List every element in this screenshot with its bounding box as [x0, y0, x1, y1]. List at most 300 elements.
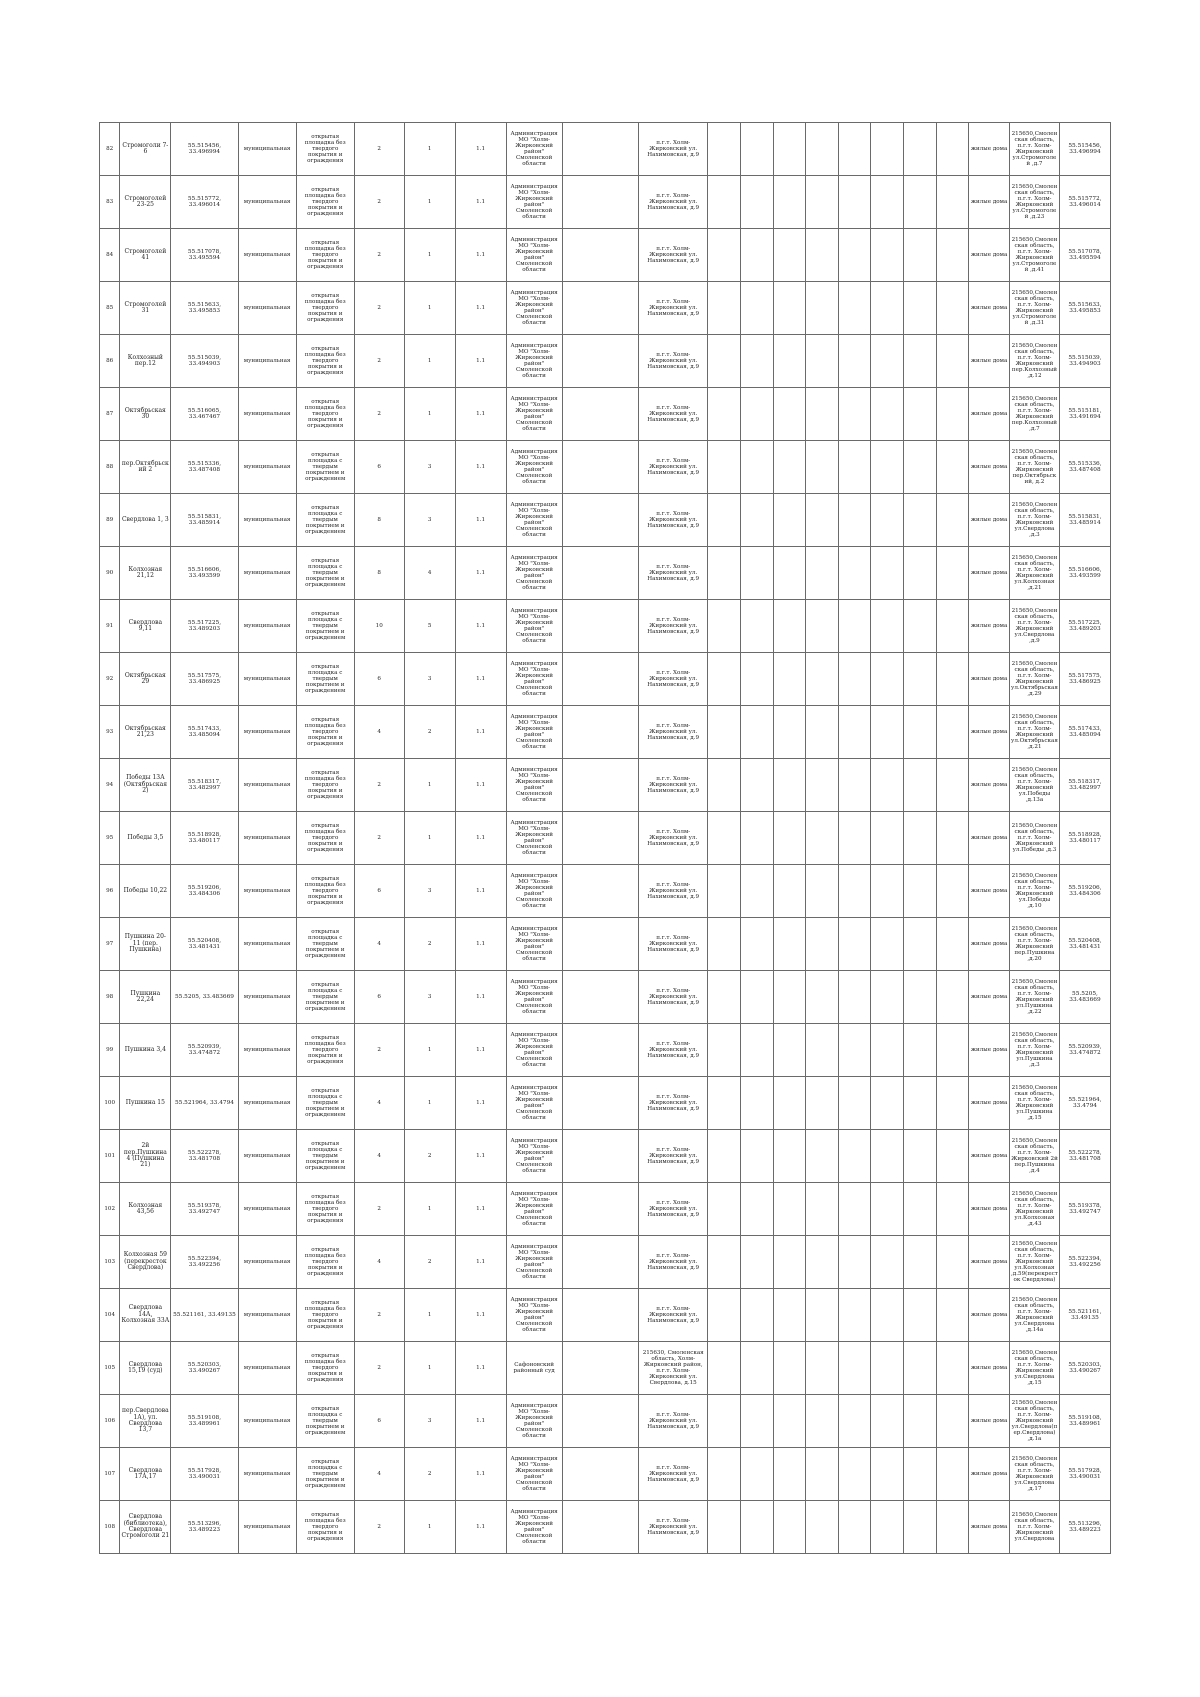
empty-cell	[708, 1077, 741, 1130]
site-coordinates: 55.513296, 33.489223	[171, 1501, 238, 1554]
site-surface-type: открытая площадка без твердого покрытия и ограждения	[296, 335, 354, 388]
waste-source-address: 215650,Смоленская область, п.г.т. Холм-Жирковский пер.Октябрьский, д.2	[1009, 441, 1059, 494]
ownership-form: муниципальная	[238, 1501, 296, 1554]
container-count-planned: 1	[404, 1501, 455, 1554]
empty-cell	[838, 706, 871, 759]
site-coordinates: 55.519206, 33.484306	[171, 865, 238, 918]
owner-legal-address: п.г.т. Холм-Жирковский ул. Нахимовская, д.9	[639, 1289, 708, 1342]
empty-cell	[838, 547, 871, 600]
owner-extra	[562, 1183, 638, 1236]
table-row	[100, 653, 1111, 706]
waste-source-coordinates: 55.519378, 33.492747	[1059, 1183, 1110, 1236]
container-volume: 1.1	[455, 971, 506, 1024]
ownership-form: муниципальная	[238, 706, 296, 759]
table-row	[100, 1395, 1111, 1448]
empty-cell	[806, 1077, 839, 1130]
container-volume: 1.1	[455, 1183, 506, 1236]
owner-legal-address: п.г.т. Холм-Жирковский ул. Нахимовская, д.9	[639, 547, 708, 600]
owner-extra	[562, 918, 638, 971]
empty-cell	[708, 1289, 741, 1342]
container-count-planned: 1	[404, 1024, 455, 1077]
row-number: 91	[100, 600, 120, 653]
owner-organization: Администрация МО "Холм-Жирковский район" Смоленской области	[506, 441, 562, 494]
empty-cell	[904, 1236, 937, 1289]
empty-cell	[871, 1183, 904, 1236]
empty-cell	[740, 600, 773, 653]
empty-cell	[838, 759, 871, 812]
waste-source-coordinates: 55.518928, 33.480117	[1059, 812, 1110, 865]
empty-cell	[871, 229, 904, 282]
empty-cell	[904, 1342, 937, 1395]
empty-cell	[838, 918, 871, 971]
container-count: 6	[354, 1395, 404, 1448]
site-surface-type: открытая площадка с твердым покрытием и ограждением	[296, 494, 354, 547]
waste-source-type: жилые дома	[969, 1024, 1010, 1077]
owner-extra	[562, 1077, 638, 1130]
empty-cell	[806, 600, 839, 653]
empty-cell	[871, 547, 904, 600]
site-coordinates: 55.517928, 33.490031	[171, 1448, 238, 1501]
waste-source-type: жилые дома	[969, 1236, 1010, 1289]
registry-table	[99, 122, 1111, 1554]
empty-cell	[904, 759, 937, 812]
ownership-form: муниципальная	[238, 1395, 296, 1448]
empty-cell	[936, 1077, 969, 1130]
owner-legal-address: п.г.т. Холм-Жирковский ул. Нахимовская, д.9	[639, 1077, 708, 1130]
empty-cell	[806, 494, 839, 547]
waste-source-coordinates: 55.521161, 33.49135	[1059, 1289, 1110, 1342]
empty-cell	[871, 1448, 904, 1501]
empty-cell	[904, 441, 937, 494]
waste-source-address: 215650,Смоленская область, п.г.т. Холм-Жирковский ул.Свердлова(пер.Свердлова) ,д.1а	[1009, 1395, 1059, 1448]
waste-source-coordinates: 55.519206, 33.484306	[1059, 865, 1110, 918]
site-surface-type: открытая площадка с твердым покрытием и ограждением	[296, 441, 354, 494]
container-count: 4	[354, 1077, 404, 1130]
container-count-planned: 4	[404, 547, 455, 600]
empty-cell	[740, 388, 773, 441]
site-address: Октябрьская 21,23	[120, 706, 171, 759]
row-number: 85	[100, 282, 120, 335]
empty-cell	[740, 282, 773, 335]
waste-source-type: жилые дома	[969, 971, 1010, 1024]
container-count: 2	[354, 1342, 404, 1395]
empty-cell	[904, 494, 937, 547]
row-number: 101	[100, 1130, 120, 1183]
waste-source-type: жилые дома	[969, 388, 1010, 441]
site-address: Свердлова 14А, Колхозная 33А	[120, 1289, 171, 1342]
waste-source-address: 215650,Смоленская область, п.г.т. Холм-Жирковский ул.Свердлова ,д.17	[1009, 1448, 1059, 1501]
waste-source-coordinates: 55.515831, 33.485914	[1059, 494, 1110, 547]
empty-cell	[708, 759, 741, 812]
empty-cell	[936, 812, 969, 865]
owner-organization: Администрация МО "Холм-Жирковский район" Смоленской области	[506, 759, 562, 812]
empty-cell	[936, 123, 969, 176]
site-address: Пушкина 3,4	[120, 1024, 171, 1077]
empty-cell	[936, 1395, 969, 1448]
empty-cell	[904, 812, 937, 865]
container-volume: 1.1	[455, 282, 506, 335]
container-volume: 1.1	[455, 176, 506, 229]
owner-legal-address: 215630, Смоленская область, Холм-Жирковский район, п.г.т. Холм-Жирковский ул. Свердлова, д.15	[639, 1342, 708, 1395]
table-row	[100, 1183, 1111, 1236]
owner-legal-address: п.г.т. Холм-Жирковский ул. Нахимовская, д.9	[639, 1448, 708, 1501]
owner-organization: Администрация МО "Холм-Жирковский район" Смоленской области	[506, 1501, 562, 1554]
row-number: 83	[100, 176, 120, 229]
waste-source-type: жилые дома	[969, 123, 1010, 176]
owner-extra	[562, 759, 638, 812]
owner-organization: Администрация МО "Холм-Жирковский район" Смоленской области	[506, 653, 562, 706]
empty-cell	[708, 123, 741, 176]
row-number: 96	[100, 865, 120, 918]
owner-organization: Администрация МО "Холм-Жирковский район" Смоленской области	[506, 282, 562, 335]
empty-cell	[806, 706, 839, 759]
waste-source-address: 215650,Смоленская область, п.г.т. Холм-Жирковский ул.Пушкина ,д.22	[1009, 971, 1059, 1024]
site-coordinates: 55.521161, 33.49135	[171, 1289, 238, 1342]
waste-source-type: жилые дома	[969, 176, 1010, 229]
owner-extra	[562, 600, 638, 653]
waste-source-address: 215650,Смоленская область, п.г.т. Холм-Жирковский ул.Октябрьская ,д.29	[1009, 653, 1059, 706]
site-coordinates: 55.515772, 33.496014	[171, 176, 238, 229]
row-number: 93	[100, 706, 120, 759]
ownership-form: муниципальная	[238, 547, 296, 600]
empty-cell	[773, 706, 806, 759]
owner-extra	[562, 1024, 638, 1077]
empty-cell	[871, 971, 904, 1024]
empty-cell	[871, 388, 904, 441]
ownership-form: муниципальная	[238, 653, 296, 706]
empty-cell	[936, 441, 969, 494]
waste-source-coordinates: 55.519108, 33.489961	[1059, 1395, 1110, 1448]
empty-cell	[708, 1130, 741, 1183]
empty-cell	[773, 335, 806, 388]
empty-cell	[871, 494, 904, 547]
waste-source-type: жилые дома	[969, 1289, 1010, 1342]
empty-cell	[740, 494, 773, 547]
owner-extra	[562, 1289, 638, 1342]
empty-cell	[936, 865, 969, 918]
empty-cell	[838, 812, 871, 865]
empty-cell	[740, 706, 773, 759]
row-number: 98	[100, 971, 120, 1024]
empty-cell	[936, 335, 969, 388]
site-coordinates: 55.517078, 33.495594	[171, 229, 238, 282]
site-surface-type: открытая площадка с твердым покрытием и ограждением	[296, 971, 354, 1024]
empty-cell	[871, 1289, 904, 1342]
site-coordinates: 55.5205, 33.483669	[171, 971, 238, 1024]
table-row	[100, 1342, 1111, 1395]
site-surface-type: открытая площадка без твердого покрытия и ограждения	[296, 812, 354, 865]
empty-cell	[904, 388, 937, 441]
empty-cell	[806, 335, 839, 388]
site-coordinates: 55.515456, 33.496994	[171, 123, 238, 176]
empty-cell	[773, 1501, 806, 1554]
owner-extra	[562, 812, 638, 865]
empty-cell	[708, 1024, 741, 1077]
container-count: 6	[354, 653, 404, 706]
container-count: 2	[354, 388, 404, 441]
empty-cell	[904, 176, 937, 229]
owner-organization: Администрация МО "Холм-Жирковский район" Смоленской области	[506, 865, 562, 918]
empty-cell	[936, 1024, 969, 1077]
container-count-planned: 3	[404, 653, 455, 706]
waste-source-address: 215650,Смоленская область, п.г.т. Холм-Жирковский ул.Колхозная ,д.43	[1009, 1183, 1059, 1236]
row-number: 99	[100, 1024, 120, 1077]
empty-cell	[838, 1183, 871, 1236]
owner-organization: Администрация МО "Холм-Жирковский район" Смоленской области	[506, 1183, 562, 1236]
waste-source-address: 215650,Смоленская область, п.г.т. Холм-Жирковский ул.Победы ,д.10	[1009, 865, 1059, 918]
table-row	[100, 229, 1111, 282]
empty-cell	[708, 547, 741, 600]
empty-cell	[871, 1024, 904, 1077]
empty-cell	[773, 600, 806, 653]
table-row	[100, 918, 1111, 971]
container-count-planned: 1	[404, 1342, 455, 1395]
owner-legal-address: п.г.т. Холм-Жирковский ул. Нахимовская, д.9	[639, 706, 708, 759]
container-volume: 1.1	[455, 1395, 506, 1448]
container-count: 4	[354, 1448, 404, 1501]
container-count: 2	[354, 1024, 404, 1077]
owner-extra	[562, 653, 638, 706]
site-coordinates: 55.522278, 33.481708	[171, 1130, 238, 1183]
waste-source-address: 215650,Смоленская область, п.г.т. Холм-Жирковский ул.Свердлова ,д.14а	[1009, 1289, 1059, 1342]
empty-cell	[871, 600, 904, 653]
owner-legal-address: п.г.т. Холм-Жирковский ул. Нахимовская, д.9	[639, 653, 708, 706]
owner-extra	[562, 388, 638, 441]
empty-cell	[936, 600, 969, 653]
owner-organization: Администрация МО "Холм-Жирковский район" Смоленской области	[506, 1130, 562, 1183]
table-row	[100, 335, 1111, 388]
empty-cell	[838, 1077, 871, 1130]
waste-source-type: жилые дома	[969, 1077, 1010, 1130]
empty-cell	[708, 812, 741, 865]
container-volume: 1.1	[455, 706, 506, 759]
table-row	[100, 282, 1111, 335]
empty-cell	[871, 1395, 904, 1448]
empty-cell	[871, 1236, 904, 1289]
empty-cell	[838, 229, 871, 282]
container-count-planned: 2	[404, 1448, 455, 1501]
empty-cell	[773, 229, 806, 282]
container-count: 2	[354, 282, 404, 335]
empty-cell	[773, 1289, 806, 1342]
empty-cell	[773, 1448, 806, 1501]
owner-legal-address: п.г.т. Холм-Жирковский ул. Нахимовская, д.9	[639, 176, 708, 229]
empty-cell	[708, 1342, 741, 1395]
row-number: 104	[100, 1289, 120, 1342]
empty-cell	[806, 1342, 839, 1395]
row-number: 108	[100, 1501, 120, 1554]
empty-cell	[708, 282, 741, 335]
owner-legal-address: п.г.т. Холм-Жирковский ул. Нахимовская, д.9	[639, 918, 708, 971]
owner-legal-address: п.г.т. Холм-Жирковский ул. Нахимовская, д.9	[639, 123, 708, 176]
empty-cell	[740, 229, 773, 282]
empty-cell	[838, 1342, 871, 1395]
table-row	[100, 706, 1111, 759]
row-number: 100	[100, 1077, 120, 1130]
empty-cell	[740, 176, 773, 229]
owner-legal-address: п.г.т. Холм-Жирковский ул. Нахимовская, д.9	[639, 388, 708, 441]
owner-extra	[562, 1342, 638, 1395]
container-count: 8	[354, 494, 404, 547]
waste-source-type: жилые дома	[969, 1448, 1010, 1501]
table-row	[100, 759, 1111, 812]
empty-cell	[773, 494, 806, 547]
owner-organization: Администрация МО "Холм-Жирковский район" Смоленской области	[506, 1448, 562, 1501]
waste-source-type: жилые дома	[969, 1501, 1010, 1554]
empty-cell	[838, 123, 871, 176]
container-volume: 1.1	[455, 388, 506, 441]
empty-cell	[904, 1501, 937, 1554]
container-count-planned: 1	[404, 388, 455, 441]
empty-cell	[740, 123, 773, 176]
owner-organization: Администрация МО "Холм-Жирковский район" Смоленской области	[506, 1077, 562, 1130]
site-coordinates: 55.517575, 33.486925	[171, 653, 238, 706]
container-count: 4	[354, 1236, 404, 1289]
empty-cell	[806, 282, 839, 335]
empty-cell	[740, 1501, 773, 1554]
container-count-planned: 1	[404, 759, 455, 812]
waste-source-coordinates: 55.521964, 33.4794	[1059, 1077, 1110, 1130]
site-surface-type: открытая площадка с твердым покрытием и ограждением	[296, 653, 354, 706]
table-row	[100, 971, 1111, 1024]
empty-cell	[806, 1448, 839, 1501]
site-address: Пушкина 15	[120, 1077, 171, 1130]
empty-cell	[773, 1342, 806, 1395]
empty-cell	[936, 1448, 969, 1501]
site-coordinates: 55.515831, 33.485914	[171, 494, 238, 547]
owner-organization: Администрация МО "Холм-Жирковский район" Смоленской области	[506, 918, 562, 971]
empty-cell	[838, 865, 871, 918]
owner-legal-address: п.г.т. Холм-Жирковский ул. Нахимовская, д.9	[639, 1183, 708, 1236]
empty-cell	[904, 123, 937, 176]
container-count-planned: 1	[404, 282, 455, 335]
empty-cell	[871, 123, 904, 176]
waste-source-coordinates: 55.520303, 33.490267	[1059, 1342, 1110, 1395]
empty-cell	[838, 1130, 871, 1183]
waste-source-address: 215650,Смоленская область, п.г.т. Холм-Жирковский пер.Пушкина ,д.20	[1009, 918, 1059, 971]
empty-cell	[904, 1183, 937, 1236]
owner-extra	[562, 1501, 638, 1554]
waste-source-address: 215650,Смоленская область, п.г.т. Холм-Жирковский ул.Победы ,д.3	[1009, 812, 1059, 865]
waste-source-address: 215650,Смоленская область, п.г.т. Холм-Жирковский ул.Свердлова ,д.9	[1009, 600, 1059, 653]
empty-cell	[740, 1077, 773, 1130]
empty-cell	[740, 1448, 773, 1501]
empty-cell	[740, 1395, 773, 1448]
container-count: 8	[354, 547, 404, 600]
waste-source-address: 215650,Смоленская область, п.г.т. Холм-Жирковский ул.Свердлова ,д.3	[1009, 494, 1059, 547]
container-count: 2	[354, 229, 404, 282]
empty-cell	[871, 759, 904, 812]
container-count-planned: 3	[404, 865, 455, 918]
container-count: 6	[354, 865, 404, 918]
empty-cell	[708, 1183, 741, 1236]
site-address: Пушкина 20-11 (пер. Пушкина)	[120, 918, 171, 971]
site-coordinates: 55.520408, 33.481431	[171, 918, 238, 971]
row-number: 89	[100, 494, 120, 547]
table-row	[100, 1501, 1111, 1554]
empty-cell	[773, 653, 806, 706]
row-number: 94	[100, 759, 120, 812]
site-surface-type: открытая площадка без твердого покрытия и ограждения	[296, 1183, 354, 1236]
container-count: 6	[354, 971, 404, 1024]
empty-cell	[773, 865, 806, 918]
waste-source-coordinates: 55.515181, 33.491694	[1059, 388, 1110, 441]
waste-source-type: жилые дома	[969, 441, 1010, 494]
owner-organization: Администрация МО "Холм-Жирковский район" Смоленской области	[506, 706, 562, 759]
site-address: Колхозная 59 (перекресток Свердлова)	[120, 1236, 171, 1289]
empty-cell	[740, 1289, 773, 1342]
waste-source-address: 215650,Смоленская область, п.г.т. Холм-Жирковский ул.Стромоголей ,д.41	[1009, 229, 1059, 282]
empty-cell	[936, 1501, 969, 1554]
empty-cell	[740, 1236, 773, 1289]
table-row	[100, 1289, 1111, 1342]
empty-cell	[871, 1077, 904, 1130]
waste-source-coordinates: 55.5205, 33.483669	[1059, 971, 1110, 1024]
owner-legal-address: п.г.т. Холм-Жирковский ул. Нахимовская, д.9	[639, 1501, 708, 1554]
ownership-form: муниципальная	[238, 176, 296, 229]
row-number: 105	[100, 1342, 120, 1395]
site-address: пер.Свердлова 1А), ул. Свердлова 13,7	[120, 1395, 171, 1448]
empty-cell	[806, 1130, 839, 1183]
site-address: Колхозный пер.12	[120, 335, 171, 388]
empty-cell	[773, 1236, 806, 1289]
table-row	[100, 865, 1111, 918]
empty-cell	[773, 123, 806, 176]
waste-source-coordinates: 55.516606, 33.493599	[1059, 547, 1110, 600]
empty-cell	[904, 1448, 937, 1501]
empty-cell	[740, 812, 773, 865]
empty-cell	[806, 759, 839, 812]
empty-cell	[773, 812, 806, 865]
table-row	[100, 547, 1111, 600]
owner-legal-address: п.г.т. Холм-Жирковский ул. Нахимовская, д.9	[639, 600, 708, 653]
empty-cell	[708, 1236, 741, 1289]
container-volume: 1.1	[455, 812, 506, 865]
container-volume: 1.1	[455, 547, 506, 600]
empty-cell	[838, 335, 871, 388]
owner-legal-address: п.г.т. Холм-Жирковский ул. Нахимовская, д.9	[639, 1236, 708, 1289]
owner-extra	[562, 547, 638, 600]
empty-cell	[708, 865, 741, 918]
site-address: Стромоголей 31	[120, 282, 171, 335]
site-coordinates: 55.516606, 33.493599	[171, 547, 238, 600]
owner-legal-address: п.г.т. Холм-Жирковский ул. Нахимовская, д.9	[639, 494, 708, 547]
owner-extra	[562, 1236, 638, 1289]
empty-cell	[838, 1024, 871, 1077]
empty-cell	[936, 759, 969, 812]
empty-cell	[806, 388, 839, 441]
site-address: Победы 10,22	[120, 865, 171, 918]
site-surface-type: открытая площадка без твердого покрытия и ограждения	[296, 759, 354, 812]
empty-cell	[740, 971, 773, 1024]
waste-source-type: жилые дома	[969, 759, 1010, 812]
waste-source-address: 215650,Смоленская область, п.г.т. Холм-Жирковский ул.Стромоголей ,д.7	[1009, 123, 1059, 176]
empty-cell	[936, 1289, 969, 1342]
empty-cell	[904, 865, 937, 918]
container-volume: 1.1	[455, 865, 506, 918]
empty-cell	[740, 335, 773, 388]
owner-organization: Администрация МО "Холм-Жирковский район" Смоленской области	[506, 335, 562, 388]
empty-cell	[806, 653, 839, 706]
empty-cell	[773, 1183, 806, 1236]
waste-source-type: жилые дома	[969, 1395, 1010, 1448]
ownership-form: муниципальная	[238, 1448, 296, 1501]
empty-cell	[936, 1183, 969, 1236]
empty-cell	[708, 1501, 741, 1554]
empty-cell	[871, 812, 904, 865]
table-row	[100, 1077, 1111, 1130]
site-address: Октябрьская 29	[120, 653, 171, 706]
